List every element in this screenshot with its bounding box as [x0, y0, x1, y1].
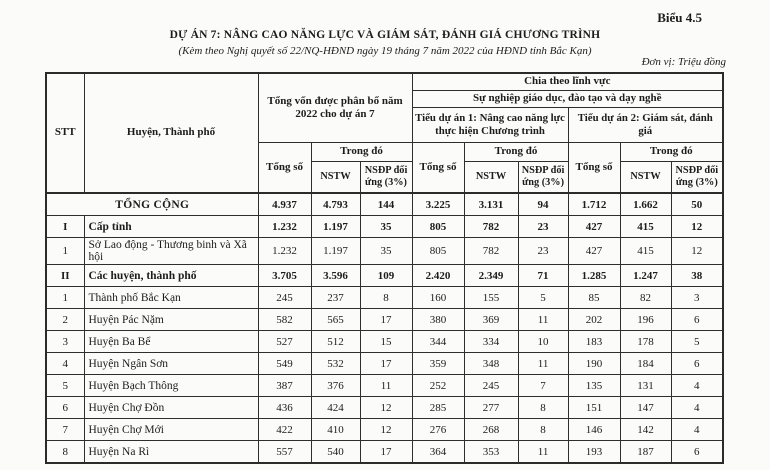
row-value: 11	[518, 309, 568, 331]
row-value: 12	[360, 397, 412, 419]
row-value: 190	[568, 353, 620, 375]
row-value: 549	[258, 353, 311, 375]
row-stt: 1	[46, 287, 84, 309]
row-value: 10	[518, 331, 568, 353]
row-stt: 2	[46, 309, 84, 331]
row-value: 245	[464, 375, 518, 397]
table-row	[46, 265, 723, 287]
row-name: Huyện Pác Nặm	[84, 309, 258, 331]
row-value: 142	[620, 419, 671, 441]
row-value: 6	[671, 441, 723, 464]
row-value: 422	[258, 419, 311, 441]
row-value: 805	[412, 238, 464, 265]
row-value: 285	[412, 397, 464, 419]
row-value: 415	[620, 238, 671, 265]
row-value: 131	[620, 375, 671, 397]
row-value: 410	[311, 419, 360, 441]
row-value: 252	[412, 375, 464, 397]
row-value: 11	[360, 375, 412, 397]
row-value: 348	[464, 353, 518, 375]
table-row	[46, 397, 723, 419]
row-stt: 7	[46, 419, 84, 441]
row-value: 364	[412, 441, 464, 464]
row-value: 12	[671, 216, 723, 238]
row-value: 359	[412, 353, 464, 375]
row-value: 334	[464, 331, 518, 353]
row-value: 369	[464, 309, 518, 331]
row-value: 557	[258, 441, 311, 464]
row-value: 146	[568, 419, 620, 441]
row-value: 782	[464, 238, 518, 265]
row-value: 1.285	[568, 265, 620, 287]
row-value: 11	[518, 441, 568, 464]
row-value: 436	[258, 397, 311, 419]
row-value: 268	[464, 419, 518, 441]
col-header-subproject2: Tiểu dự án 2: Giám sát, đánh giá	[568, 108, 723, 143]
row-value: 353	[464, 441, 518, 464]
table-row	[46, 238, 723, 265]
sheet-label: Biểu 4.5	[657, 10, 702, 25]
row-stt: II	[46, 265, 84, 287]
row-value: 109	[360, 265, 412, 287]
row-value: 17	[360, 353, 412, 375]
table-row	[46, 353, 723, 375]
row-value: 3	[671, 287, 723, 309]
grand-total-value: 3.131	[464, 193, 518, 216]
row-stt: 6	[46, 397, 84, 419]
row-name: Các huyện, thành phố	[84, 265, 258, 287]
row-value: 8	[518, 419, 568, 441]
col-header-total-g3: Tổng số	[568, 143, 620, 194]
col-header-nsdp-g1: NSĐP đối ứng (3%)	[360, 162, 412, 194]
grand-total-value: 144	[360, 193, 412, 216]
col-header-ofwhich-g2: Trong đó	[464, 143, 568, 162]
row-stt: I	[46, 216, 84, 238]
row-name: Thành phố Bắc Kạn	[84, 287, 258, 309]
table-row	[46, 441, 723, 464]
row-value: 415	[620, 216, 671, 238]
row-value: 2.349	[464, 265, 518, 287]
row-value: 85	[568, 287, 620, 309]
row-value: 3.705	[258, 265, 311, 287]
row-value: 1.197	[311, 238, 360, 265]
grand-total-value: 3.225	[412, 193, 464, 216]
row-value: 582	[258, 309, 311, 331]
row-value: 4	[671, 419, 723, 441]
row-value: 1.247	[620, 265, 671, 287]
row-name: Cấp tỉnh	[84, 216, 258, 238]
row-name: Huyện Bạch Thông	[84, 375, 258, 397]
grand-total-value: 94	[518, 193, 568, 216]
row-stt: 4	[46, 353, 84, 375]
row-value: 187	[620, 441, 671, 464]
row-name: Huyện Na Rì	[84, 441, 258, 464]
row-stt: 3	[46, 331, 84, 353]
row-name: Huyện Ngân Sơn	[84, 353, 258, 375]
row-value: 12	[360, 419, 412, 441]
table-row	[46, 375, 723, 397]
table-header	[46, 73, 723, 193]
row-value: 805	[412, 216, 464, 238]
row-stt: 8	[46, 441, 84, 464]
row-value: 23	[518, 238, 568, 265]
row-stt: 5	[46, 375, 84, 397]
unit-note: Đơn vị: Triệu đồng	[641, 56, 726, 68]
table-row	[46, 287, 723, 309]
row-name: Huyện Chợ Mới	[84, 419, 258, 441]
row-value: 344	[412, 331, 464, 353]
grand-total-label: TỔNG CỘNG	[46, 193, 258, 216]
row-value: 565	[311, 309, 360, 331]
col-header-nstw-g2: NSTW	[464, 162, 518, 194]
grand-total-value: 4.793	[311, 193, 360, 216]
row-value: 193	[568, 441, 620, 464]
row-value: 532	[311, 353, 360, 375]
row-value: 427	[568, 216, 620, 238]
col-header-split-by-field: Chia theo lĩnh vực	[412, 73, 723, 91]
row-value: 15	[360, 331, 412, 353]
row-value: 5	[671, 331, 723, 353]
row-value: 17	[360, 309, 412, 331]
grand-total-row	[46, 193, 723, 216]
grand-total-value: 1.712	[568, 193, 620, 216]
row-value: 147	[620, 397, 671, 419]
row-value: 6	[671, 309, 723, 331]
row-value: 387	[258, 375, 311, 397]
row-value: 151	[568, 397, 620, 419]
row-value: 5	[518, 287, 568, 309]
col-header-nsdp-g2: NSĐP đối ứng (3%)	[518, 162, 568, 194]
row-value: 276	[412, 419, 464, 441]
row-value: 82	[620, 287, 671, 309]
row-value: 2.420	[412, 265, 464, 287]
col-header-education: Sự nghiệp giáo dục, đào tạo và dạy nghề	[412, 91, 723, 108]
grand-total-value: 1.662	[620, 193, 671, 216]
row-value: 1.232	[258, 238, 311, 265]
row-value: 196	[620, 309, 671, 331]
row-value: 380	[412, 309, 464, 331]
table-row	[46, 331, 723, 353]
col-header-ofwhich-g3: Trong đó	[620, 143, 723, 162]
row-value: 540	[311, 441, 360, 464]
row-value: 12	[671, 238, 723, 265]
row-value: 8	[518, 397, 568, 419]
row-value: 782	[464, 216, 518, 238]
row-value: 160	[412, 287, 464, 309]
row-value: 38	[671, 265, 723, 287]
row-value: 277	[464, 397, 518, 419]
row-value: 376	[311, 375, 360, 397]
row-value: 35	[360, 216, 412, 238]
row-value: 512	[311, 331, 360, 353]
row-value: 3.596	[311, 265, 360, 287]
row-value: 184	[620, 353, 671, 375]
row-value: 35	[360, 238, 412, 265]
page-subtitle: (Kèm theo Nghị quyết số 22/NQ-HĐND ngày 19 tháng 7 năm 2022 của HĐND tỉnh Bắc Kạn)	[178, 45, 592, 57]
row-value: 183	[568, 331, 620, 353]
col-header-total-g1: Tổng số	[258, 143, 311, 194]
col-header-nsdp-g3: NSĐP đối ứng (3%)	[671, 162, 723, 194]
row-value: 527	[258, 331, 311, 353]
row-value: 178	[620, 331, 671, 353]
row-value: 23	[518, 216, 568, 238]
col-header-nstw-g3: NSTW	[620, 162, 671, 194]
col-header-ofwhich-g1: Trong đó	[311, 143, 412, 162]
row-name: Huyện Chợ Đồn	[84, 397, 258, 419]
table-row	[46, 309, 723, 331]
row-name: Huyện Ba Bể	[84, 331, 258, 353]
grand-total-value: 4.937	[258, 193, 311, 216]
row-value: 71	[518, 265, 568, 287]
grand-total-value: 50	[671, 193, 723, 216]
col-header-district: Huyện, Thành phố	[84, 73, 258, 193]
table-row	[46, 216, 723, 238]
row-value: 427	[568, 238, 620, 265]
row-value: 4	[671, 397, 723, 419]
allocation-table	[45, 72, 724, 464]
table-body	[46, 193, 723, 463]
row-value: 202	[568, 309, 620, 331]
page-title: DỰ ÁN 7: NÂNG CAO NĂNG LỰC VÀ GIÁM SÁT, ĐÁNH GIÁ CHƯƠNG TRÌNH	[169, 29, 601, 41]
row-value: 11	[518, 353, 568, 375]
row-value: 7	[518, 375, 568, 397]
row-name: Sở Lao động - Thương binh và Xã hội	[84, 238, 258, 265]
row-value: 4	[671, 375, 723, 397]
col-header-total-2022: Tổng vốn được phân bổ năm 2022 cho dự án 7	[258, 73, 412, 143]
row-value: 237	[311, 287, 360, 309]
table-row	[46, 419, 723, 441]
row-value: 1.197	[311, 216, 360, 238]
row-value: 135	[568, 375, 620, 397]
row-value: 6	[671, 353, 723, 375]
row-value: 155	[464, 287, 518, 309]
row-value: 424	[311, 397, 360, 419]
row-value: 17	[360, 441, 412, 464]
col-header-nstw-g1: NSTW	[311, 162, 360, 194]
col-header-subproject1: Tiểu dự án 1: Nâng cao năng lực thực hiện Chương trình	[412, 108, 568, 143]
row-stt: 1	[46, 238, 84, 265]
row-value: 8	[360, 287, 412, 309]
row-value: 245	[258, 287, 311, 309]
col-header-stt: STT	[46, 73, 84, 193]
col-header-total-g2: Tổng số	[412, 143, 464, 194]
row-value: 1.232	[258, 216, 311, 238]
